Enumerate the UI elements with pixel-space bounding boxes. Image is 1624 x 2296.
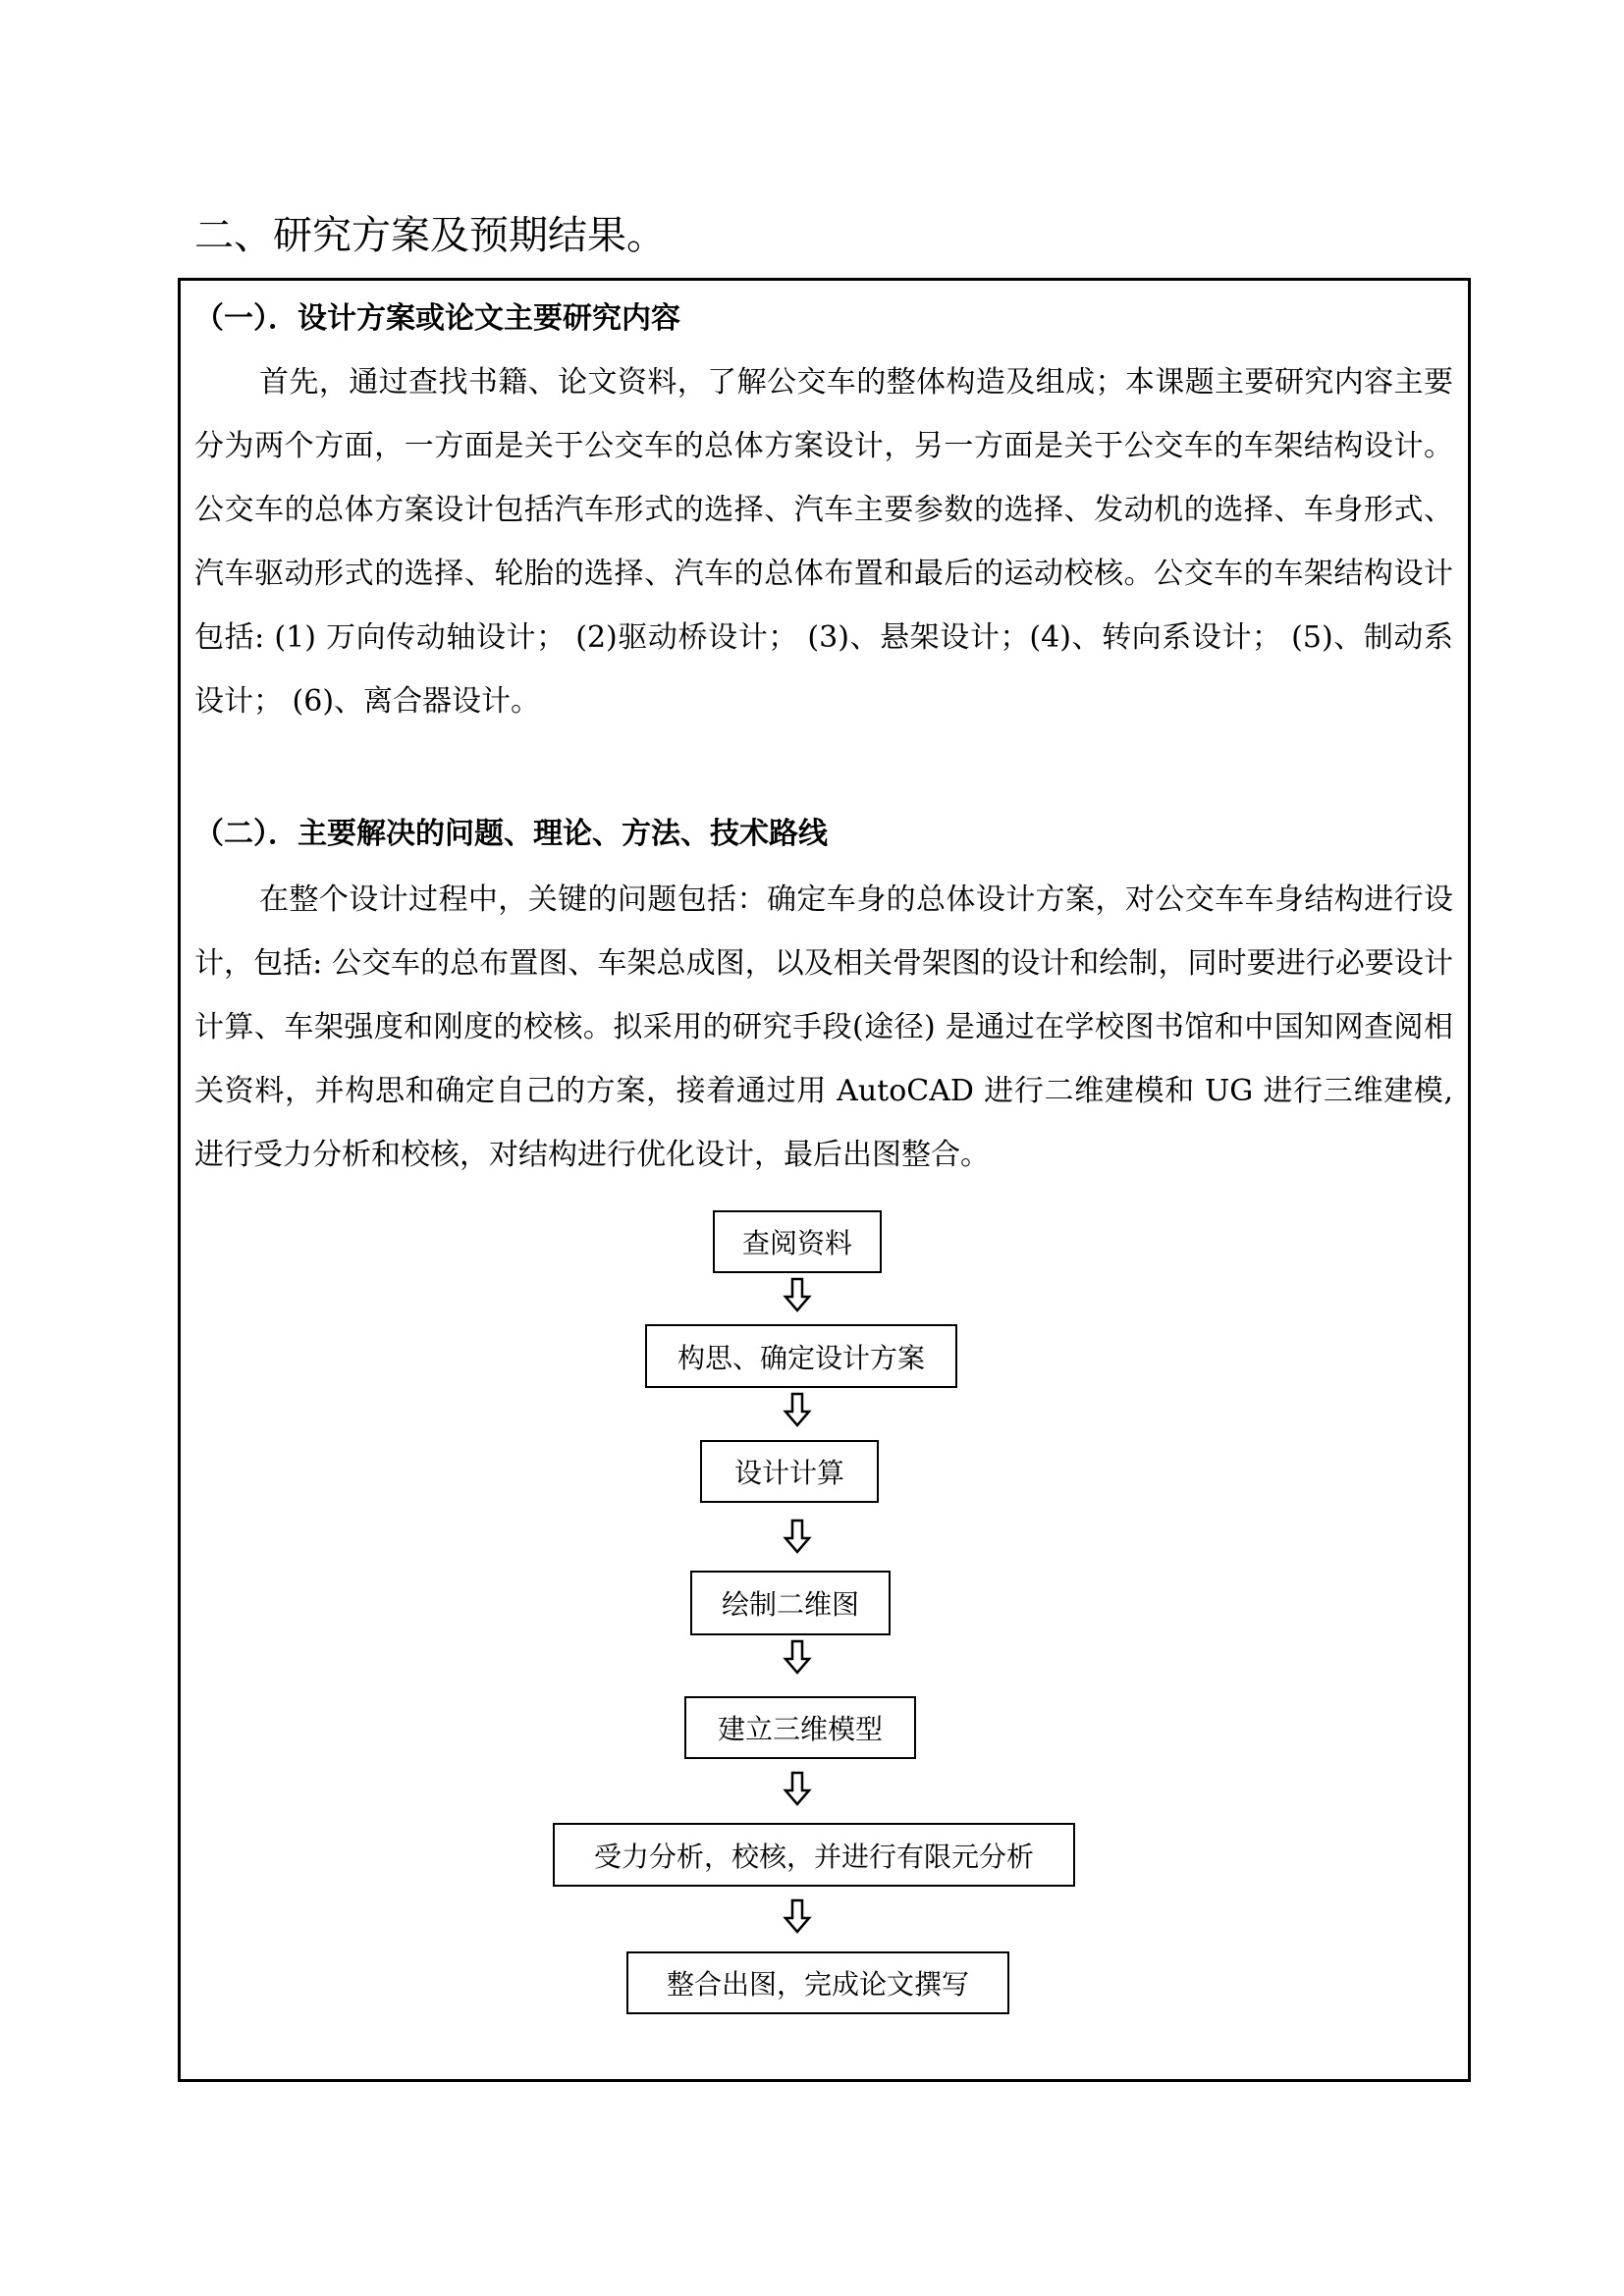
- section2-title: （二）．主要解决的问题、理论、方法、技术路线: [194, 817, 828, 851]
- flow-step-4: 绘制二维图: [690, 1571, 891, 1635]
- flow-step-7: 整合出图，完成论文撰写: [626, 1951, 1009, 2014]
- flow-step-3: 设计计算: [700, 1440, 879, 1503]
- section2-paragraph: 在整个设计过程中，关键的问题包括：确定车身的总体设计方案，对公交车车身结构进行设计，包括: 公交车的总布置图、车架总成图，以及相关骨架图的设计和绘制，同时要进行必要设计计算、车架强度和刚度的校核。拟采用的研究手段(途径) 是通过在学校图书馆和中国知网查阅相关资料，并构思和确定自己的方案，接着通过用 AutoCAD 进行二维建模和 UG 进行三维建模, 进行受力分析和校核，对结构进行优化设计，最后出图整合。: [194, 882, 1453, 1172]
- page-heading: 二、研究方案及预期结果。: [194, 213, 666, 258]
- flow-step-2: 构思、确定设计方案: [645, 1324, 957, 1388]
- flow-step-5: 建立三维模型: [684, 1696, 916, 1759]
- flow-step-1: 查阅资料: [713, 1210, 882, 1273]
- flow-step-6: 受力分析，校核，并进行有限元分析: [553, 1823, 1075, 1887]
- down-hollow-arrow-icon: [783, 1277, 812, 1312]
- down-hollow-arrow-icon: [783, 1392, 812, 1427]
- down-hollow-arrow-icon: [783, 1898, 812, 1934]
- section1-title: （一）．设计方案或论文主要研究内容: [194, 301, 680, 336]
- section1-paragraph: 首先，通过查找书籍、论文资料，了解公交车的整体构造及组成；本课题主要研究内容主要分为两个方面，一方面是关于公交车的总体方案设计，另一方面是关于公交车的车架结构设计。公交车的总体方案设计包括汽车形式的选择、汽车主要参数的选择、发动机的选择、车身形式、汽车驱动形式的选择、轮胎的选择、汽车的总体布置和最后的运动校核。公交车的车架结构设计包括: (1) 万向传动轴设计； (2)驱动桥设计； (3)、悬架设计；(4)、转向系设计； (5)、制动系设计； (6)、离合器设计。: [194, 365, 1453, 719]
- down-hollow-arrow-icon: [783, 1639, 812, 1675]
- down-hollow-arrow-icon: [783, 1519, 812, 1554]
- down-hollow-arrow-icon: [783, 1771, 812, 1806]
